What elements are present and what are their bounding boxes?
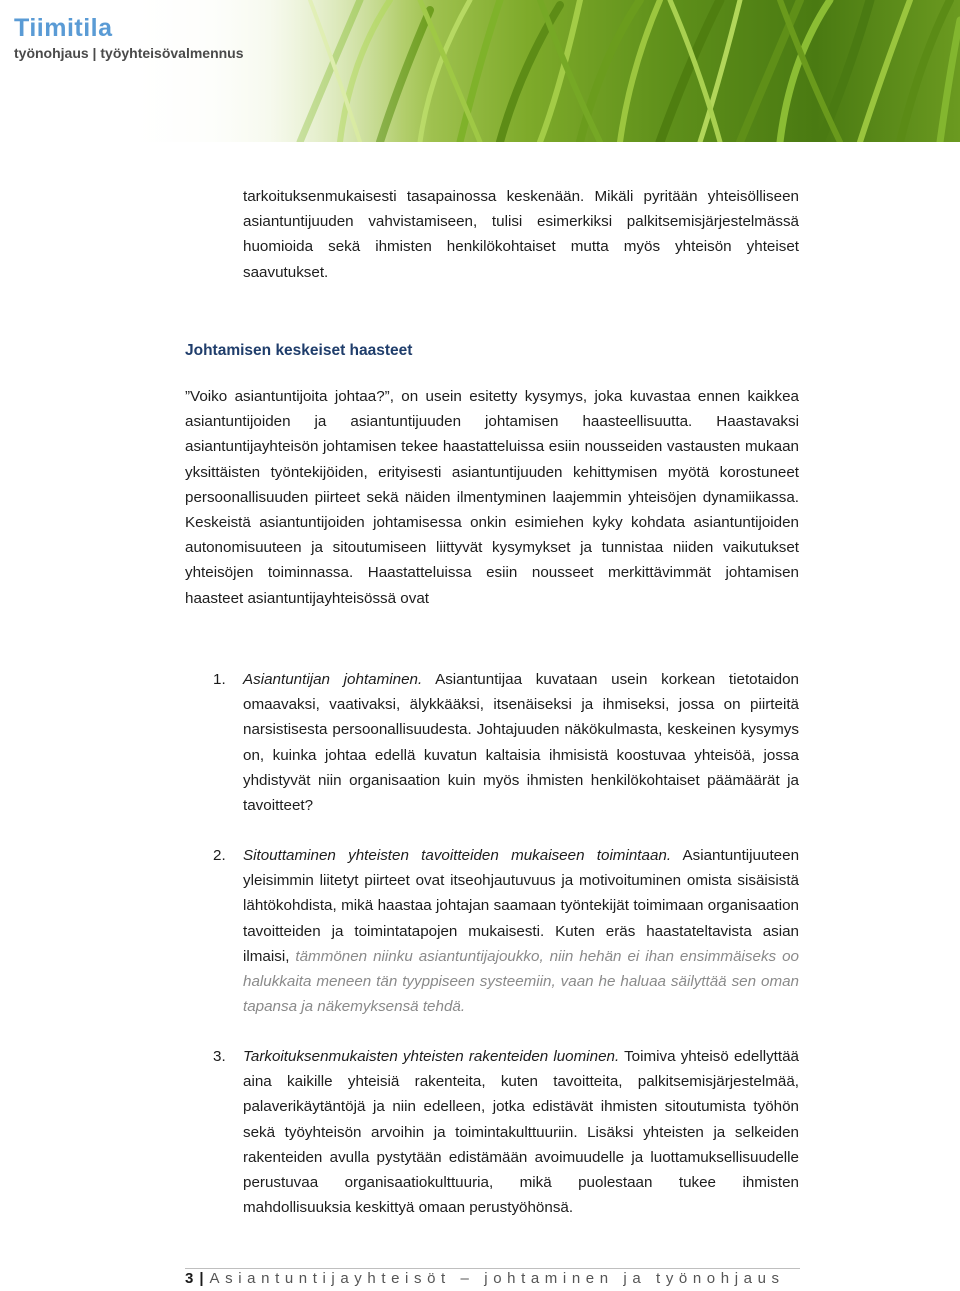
footer-separator: | bbox=[199, 1270, 204, 1287]
section-quote: ”Voiko asiantuntijoita johtaa?” bbox=[185, 388, 390, 405]
footer bbox=[185, 1270, 785, 1287]
list-item-number: 1. bbox=[213, 671, 226, 688]
section-paragraph-text: , on usein esitetty kysymys, joka kuvastaa ennen kaikkea asiantuntijoiden ja asiantuntijuuden johtamisen haasteellisuutta. Haastavaksi asiantuntijayhteisön johtamisen tekee haastatteluissa esiin nousseiden vastausten mukaan yksittäisten työntekijöiden, erityisesti asiantuntijuuden kehittymisen myötä korostuneet persoonallisuuden piirteet sekä näiden ilmentyminen laajemmin yhteisöjen dynamiikassa. Keskeistä asiantuntijoiden johtamisessa onkin esimiehen kyky kohdata asiantuntijoiden autonomisuuteen ja sitoutumiseen liittyvät kysymykset ja tunnistaa niiden vaikutukset yhteisöjen toiminnassa. Haastatteluissa esiin nousseet merkittävimmät johtamisen haasteet asiantuntijayhteisössä ovat bbox=[185, 388, 799, 607]
list-item-title: Tarkoituksenmukaisten yhteisten rakenteiden luominen. bbox=[243, 1048, 620, 1065]
brand-logo bbox=[14, 14, 244, 61]
list-item-text: Asiantuntijuuteen yleisimmin liitetyt piirteet ovat itseohjautuvuus ja motivoituminen omista sisäisistä lähtökohdista, mikä haastaa johtajan saamaan työntekijät toimimaan organisaation tavoitteiden ja toimintatapojen mukaisesti. Kuten eräs haastateltavista asian ilmaisi, bbox=[243, 847, 800, 965]
brand-subtitle: työnohjaus | työyhteisövalmennus bbox=[14, 45, 244, 61]
section-heading: Johtamisen keskeiset haasteet bbox=[185, 342, 413, 359]
brand-title: Tiimitila bbox=[14, 14, 113, 42]
interview-quote: tämmönen niinku asiantuntijajoukko, niin hehän ei ihan ensimmäiseks oo halukkaita meneen tän tyyppiseen systeemiin, vaan he haluaa säilyttää sen oman tapansa ja näkemyksensä tehdä. bbox=[243, 947, 799, 1016]
list-item bbox=[243, 1044, 799, 1220]
section-paragraph bbox=[185, 384, 799, 611]
list-item bbox=[243, 667, 799, 818]
footer-divider bbox=[185, 1268, 800, 1269]
footer-title: Asiantuntijayhteisöt – johtaminen ja työnohjaus bbox=[209, 1270, 785, 1287]
list-item-number: 3. bbox=[213, 1048, 226, 1065]
header-banner bbox=[0, 0, 960, 142]
intro-paragraph: tarkoituksenmukaisesti tasapainossa keskenään. Mikäli pyritään yhteisölliseen asiantuntijuuden vahvistamiseen, tulisi esimerkiksi palkitsemisjärjestelmässä huomioida sekä ihmisten henkilökohtaiset mutta myös yhteisön yhteiset saavutukset. bbox=[243, 188, 799, 281]
list-item bbox=[243, 843, 799, 1019]
list-item-number: 2. bbox=[213, 847, 226, 864]
list-item-title: Sitouttaminen yhteisten tavoitteiden mukaiseen toimintaan. bbox=[243, 847, 672, 864]
list-item-text: Toimiva yhteisö edellyttää aina kaikille yhteisiä rakenteita, kuten tavoitteita, palkitsemisjärjestelmää, palaverikäytäntöjä ja niin edelleen, jotka edistävät ihmisten sitoutumista työhön sekä työyhteisön arvoihin ja toimintakulttuuriin. Lisäksi yhteisten ja selkeiden rakenteiden avulla pystytään edistämään avoimuudelle ja luottamuksellisuudelle perustuvaa organisaatiokulttuuria, mikä puolestaan tukee ihmisten mahdollisuuksia keskittyä omaan perustyöhönsä. bbox=[243, 1048, 799, 1217]
list-item-title: Asiantuntijan johtaminen. bbox=[243, 671, 423, 688]
page-number: 3 bbox=[185, 1270, 194, 1287]
list-item-text: Asiantuntijaa kuvataan usein korkean tietotaidon omaavaksi, vaativaksi, älykkääksi, itsenäiseksi ja ihmiseksi, jossa on piirteitä narsistisesta persoonallisuudesta. Johtajuuden näkökulmasta, keskeinen kysymys on, kuinka johtaa edellä kuvatun kaltaisia ihmisistä koostuvaa yhteisöä, jossa yhdistyvät niin organisaation kuin myös ihmisten henkilökohtaiset päämäärät ja tavoitteet? bbox=[243, 671, 799, 815]
